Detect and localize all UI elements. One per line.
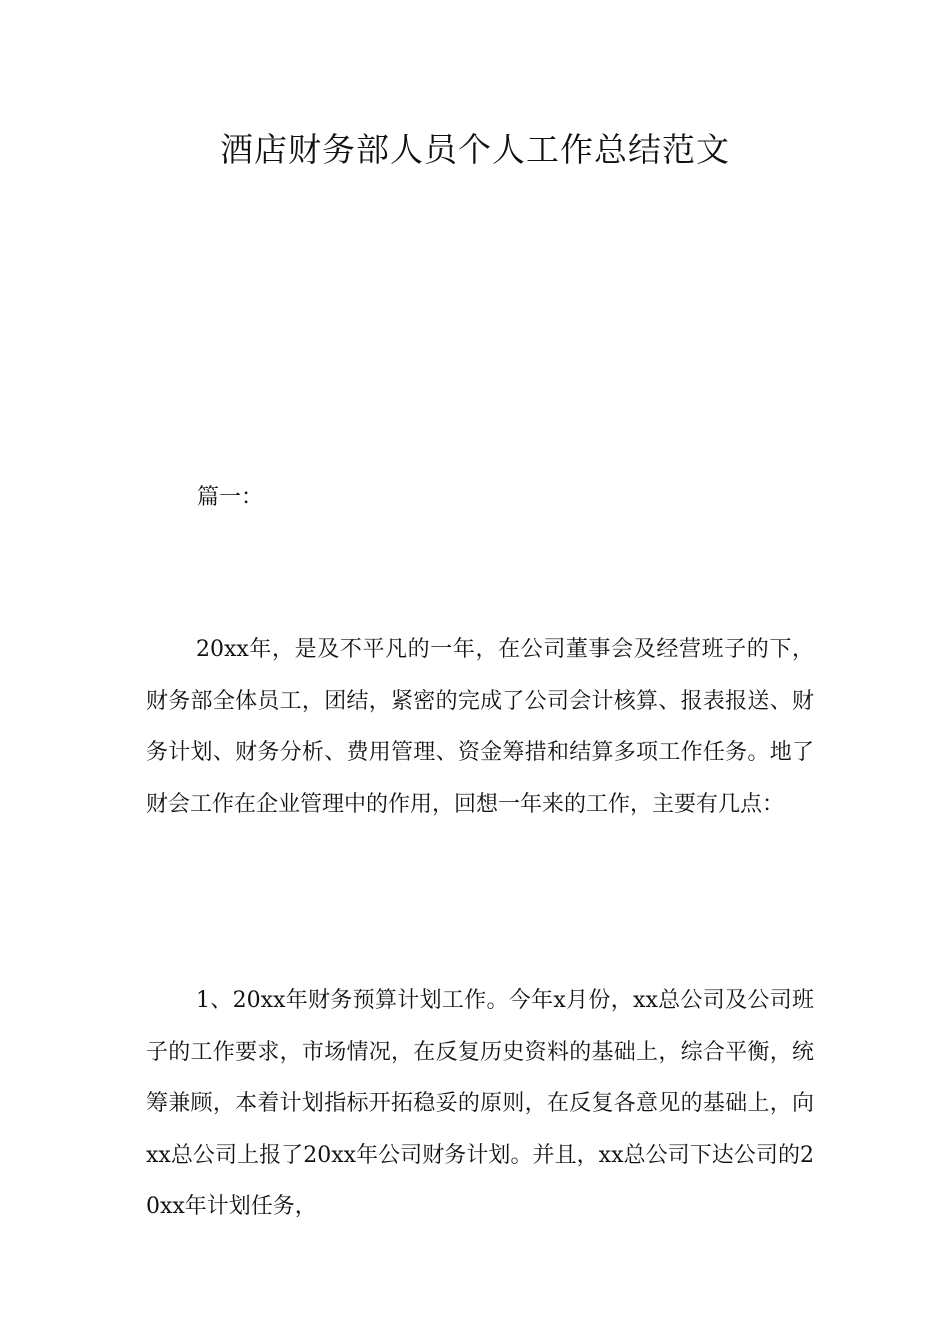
section-heading: 篇一： — [197, 485, 264, 510]
document-title: 酒店财务部人员个人工作总结范文 — [220, 130, 730, 169]
paragraph-budget-plan: 1、20xx年财务预算计划工作。今年x月份，xx总公司及公司班子的工作要求，市场情况，在反复历史资料的基础上，综合平衡，统筹兼顾，本着计划指标开拓稳妥的原则，在反复各意见的基础上，向xx总公司上报了20xx年公司财务计划。并且，xx总公司下达公司的20xx年计划任务， — [146, 988, 814, 1219]
paragraph-intro: 20xx年，是及不平凡的一年，在公司董事会及经营班子的下，财务部全体员工，团结，紧密的完成了公司会计核算、报表报送、财务计划、财务分析、费用管理、资金筹措和结算多项工作任务。地了财会工作在企业管理中的作用，回想一年来的工作，主要有几点： — [146, 637, 814, 817]
